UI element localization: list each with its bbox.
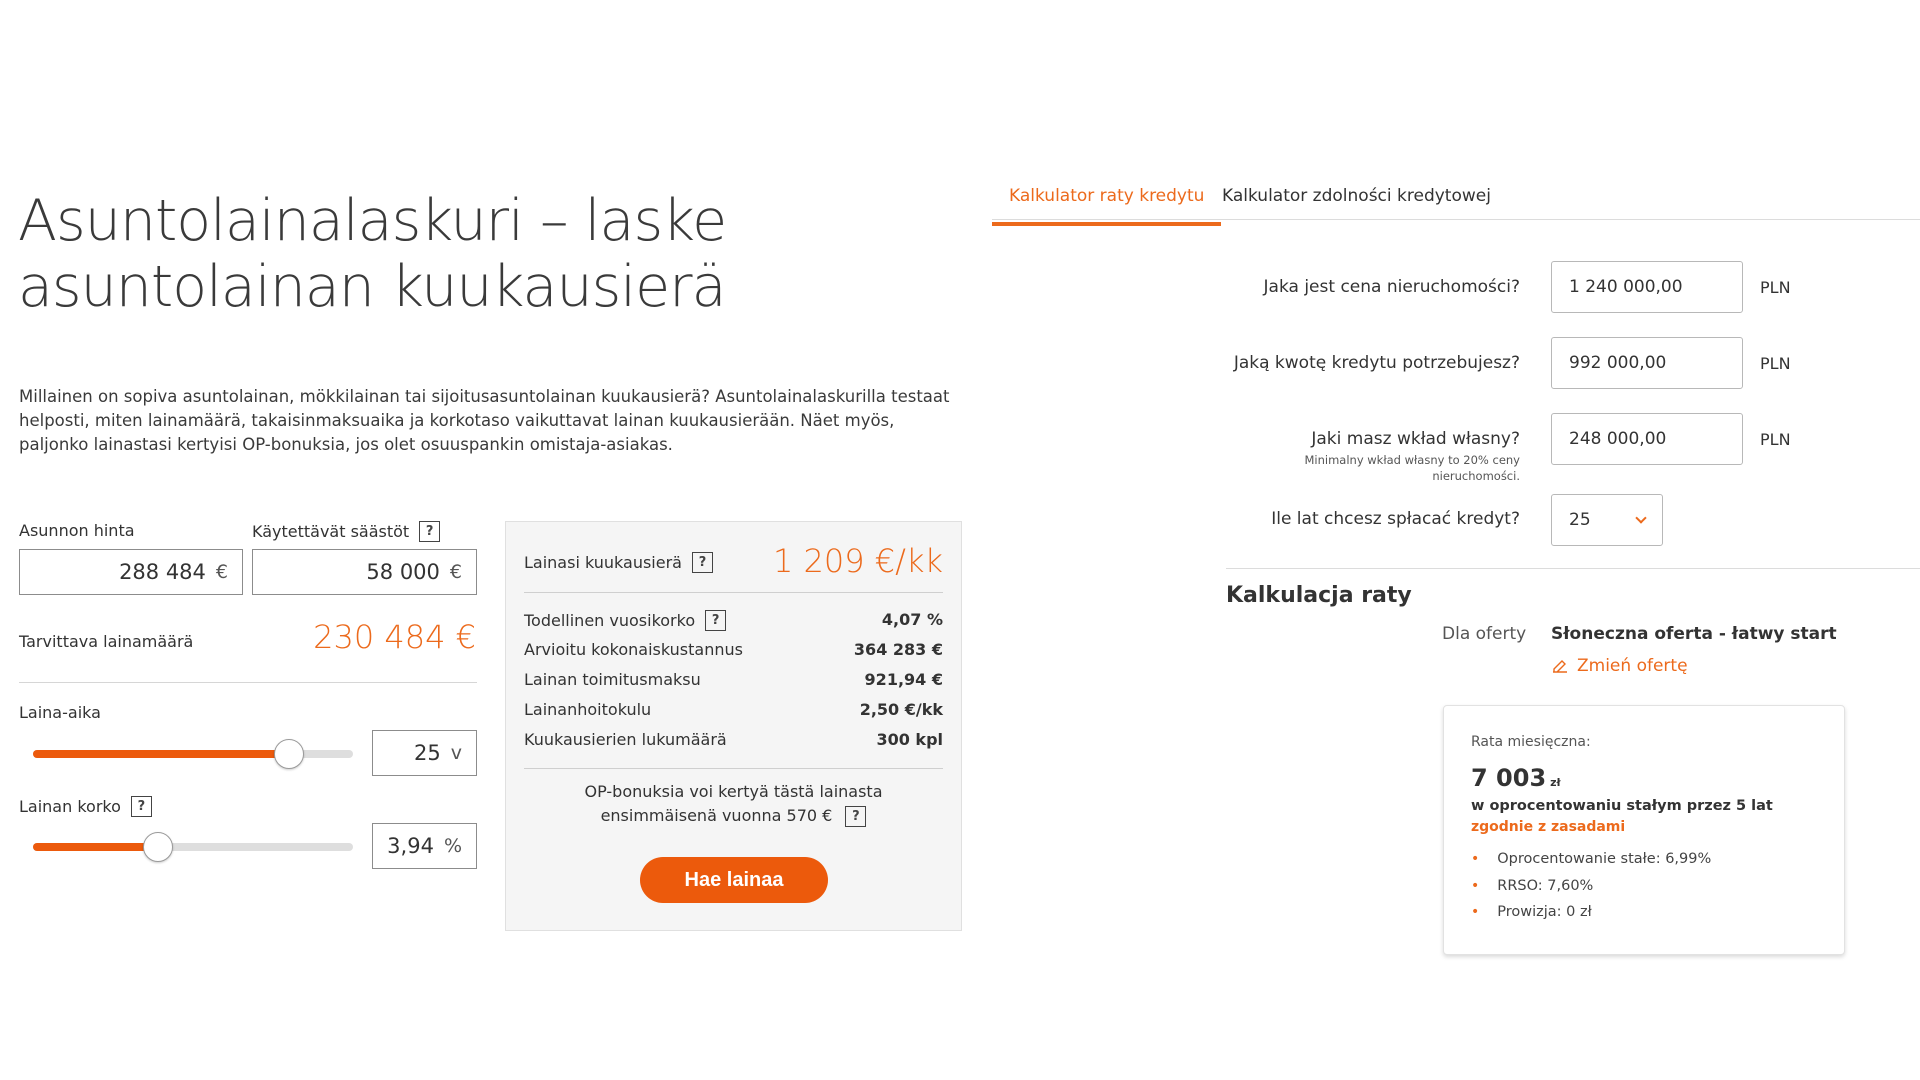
change-offer-label: Zmień ofertę <box>1577 656 1688 676</box>
change-offer-link[interactable] <box>1551 656 1688 676</box>
divider <box>1226 568 1920 569</box>
result-row-label: Kuukausierien lukumäärä <box>524 730 727 749</box>
term-label <box>19 703 101 722</box>
result-row <box>524 730 943 749</box>
rate-slider-fill <box>33 843 158 851</box>
tab-installment-calculator[interactable]: Kalkulator raty kredytu <box>992 186 1221 226</box>
result-row-label: Lainanhoitokulu <box>524 700 652 719</box>
savings-label-text: Käytettävät säästöt <box>252 522 410 541</box>
monthly-installment-label: Rata miesięczna: <box>1471 734 1591 750</box>
calculator-tabs <box>992 180 1920 220</box>
rate-input[interactable] <box>372 823 477 869</box>
rate-slider-thumb[interactable] <box>143 832 173 862</box>
price-currency: € <box>215 561 228 583</box>
own-contribution-label: Jaki masz wkład własny? <box>1311 429 1520 449</box>
savings-currency: € <box>449 561 462 583</box>
offer-details-list <box>1471 846 1711 926</box>
savings-input[interactable] <box>252 549 477 595</box>
rate-value: 3,94 <box>387 834 434 858</box>
years-value: 25 <box>1569 510 1591 530</box>
savings-value: 58 000 <box>366 560 440 584</box>
result-panel <box>505 521 962 931</box>
property-price-value: 1 240 000,00 <box>1569 277 1683 297</box>
result-row-value: 364 283 € <box>853 640 943 659</box>
bonus-line-2: ensimmäisenä vuonna 570 € <box>600 806 833 825</box>
rate-label-text: Lainan korko <box>19 797 121 816</box>
term-slider[interactable] <box>33 750 353 758</box>
rate-label <box>19 796 152 817</box>
tab-credit-capacity-calculator[interactable]: Kalkulator zdolności kredytowej <box>1222 186 1491 206</box>
apply-loan-button[interactable]: Hae lainaa <box>640 857 828 903</box>
result-row-label: Lainan toimitusmaksu <box>524 670 701 689</box>
divider <box>19 682 477 683</box>
own-contribution-hint: Minimalny wkład własny to 20% ceny nieruchomości. <box>1304 453 1520 483</box>
own-contribution-input[interactable] <box>1551 413 1743 465</box>
term-slider-thumb[interactable] <box>274 739 304 769</box>
intro-text: Millainen on sopiva asuntolainan, mökkilainan tai sijoitusasuntolainan kuukausierä? Asuntolainalaskurilla testaat helposti, miten lainamäärä, takaisinmaksuaika ja korkotaso vaikuttavat lainan kuukausierään. Näet myös, paljonko lainastasi kertyisi OP-bonuksia, jos olet osuuspankin omistaja-asiakas. <box>19 387 950 454</box>
required-amount-value: 230 484 € <box>313 618 476 656</box>
term-input[interactable] <box>372 730 477 776</box>
list-item: • Oprocentowanie stałe: 6,99% <box>1471 846 1711 873</box>
result-row <box>524 610 943 631</box>
rate-unit: % <box>443 835 462 857</box>
savings-label <box>252 521 440 542</box>
edit-icon <box>1551 658 1569 674</box>
term-slider-fill <box>33 750 289 758</box>
property-price-label: Jaka jest cena nieruchomości? <box>1263 277 1520 297</box>
unit-label: PLN <box>1760 278 1791 297</box>
help-icon[interactable]: ? <box>845 806 866 827</box>
required-amount-label: Tarvittava lainamäärä <box>19 632 194 651</box>
price-input[interactable] <box>19 549 243 595</box>
own-contribution-value: 248 000,00 <box>1569 429 1667 449</box>
offer-name: Słoneczna oferta - łatwy start <box>1551 624 1837 644</box>
loan-amount-label: Jaką kwotę kredytu potrzebujesz? <box>1233 353 1520 373</box>
bonus-line-1: OP-bonuksia voi kertyä tästä lainasta <box>584 782 883 801</box>
result-row-value: 300 kpl <box>876 730 943 749</box>
result-row <box>524 700 943 719</box>
list-item: • Prowizja: 0 zł <box>1471 899 1711 926</box>
rate-slider[interactable] <box>33 843 353 851</box>
page-title: Asuntolainalaskuri – laske asuntolainan kuukausierä <box>18 188 727 320</box>
term-label-text: Laina-aika <box>19 703 101 722</box>
price-label-text: Asunnon hinta <box>19 521 135 540</box>
installment-amount: 7 003 <box>1471 764 1547 792</box>
result-row-label: Todellinen vuosikorko <box>524 611 696 630</box>
unit-label: PLN <box>1760 430 1791 449</box>
property-price-input[interactable] <box>1551 261 1743 313</box>
result-row-value: 4,07 % <box>881 610 943 629</box>
monthly-payment-label-text: Lainasi kuukausierä <box>524 553 682 572</box>
result-row-value: 2,50 €/kk <box>859 700 943 719</box>
term-value: 25 <box>414 741 441 765</box>
offer-label: Dla oferty <box>1442 624 1527 644</box>
chevron-down-icon <box>1635 512 1646 523</box>
help-icon[interactable]: ? <box>692 552 713 573</box>
monthly-installment-value <box>1471 764 1561 792</box>
monthly-payment-label <box>524 552 713 573</box>
unit-label: PLN <box>1760 354 1791 373</box>
offer-card <box>1443 705 1845 955</box>
help-icon[interactable]: ? <box>705 610 726 631</box>
monthly-payment-value: 1 209 €/kk <box>773 542 943 580</box>
help-icon[interactable]: ? <box>131 796 152 817</box>
calculation-title: Kalkulacja raty <box>1226 583 1412 608</box>
price-label <box>19 521 135 540</box>
result-row <box>524 640 943 659</box>
years-label: Ile lat chcesz spłacać kredyt? <box>1271 509 1520 529</box>
divider <box>524 592 943 593</box>
loan-amount-input[interactable] <box>1551 337 1743 389</box>
fixed-rate-note: w oprocentowaniu stałym przez 5 lat <box>1471 798 1773 814</box>
list-item: • RRSO: 7,60% <box>1471 873 1711 900</box>
result-row-label: Arvioitu kokonaiskustannus <box>524 640 743 659</box>
rules-link[interactable]: zgodnie z zasadami <box>1471 819 1626 835</box>
result-row <box>524 670 943 689</box>
years-select[interactable] <box>1551 494 1663 546</box>
result-row-value: 921,94 € <box>864 670 943 689</box>
bonus-info <box>524 780 943 828</box>
divider <box>524 768 943 769</box>
loan-amount-value: 992 000,00 <box>1569 353 1667 373</box>
help-icon[interactable]: ? <box>419 521 440 542</box>
term-unit: v <box>450 742 462 764</box>
installment-currency: zł <box>1550 776 1561 789</box>
price-value: 288 484 <box>119 560 206 584</box>
